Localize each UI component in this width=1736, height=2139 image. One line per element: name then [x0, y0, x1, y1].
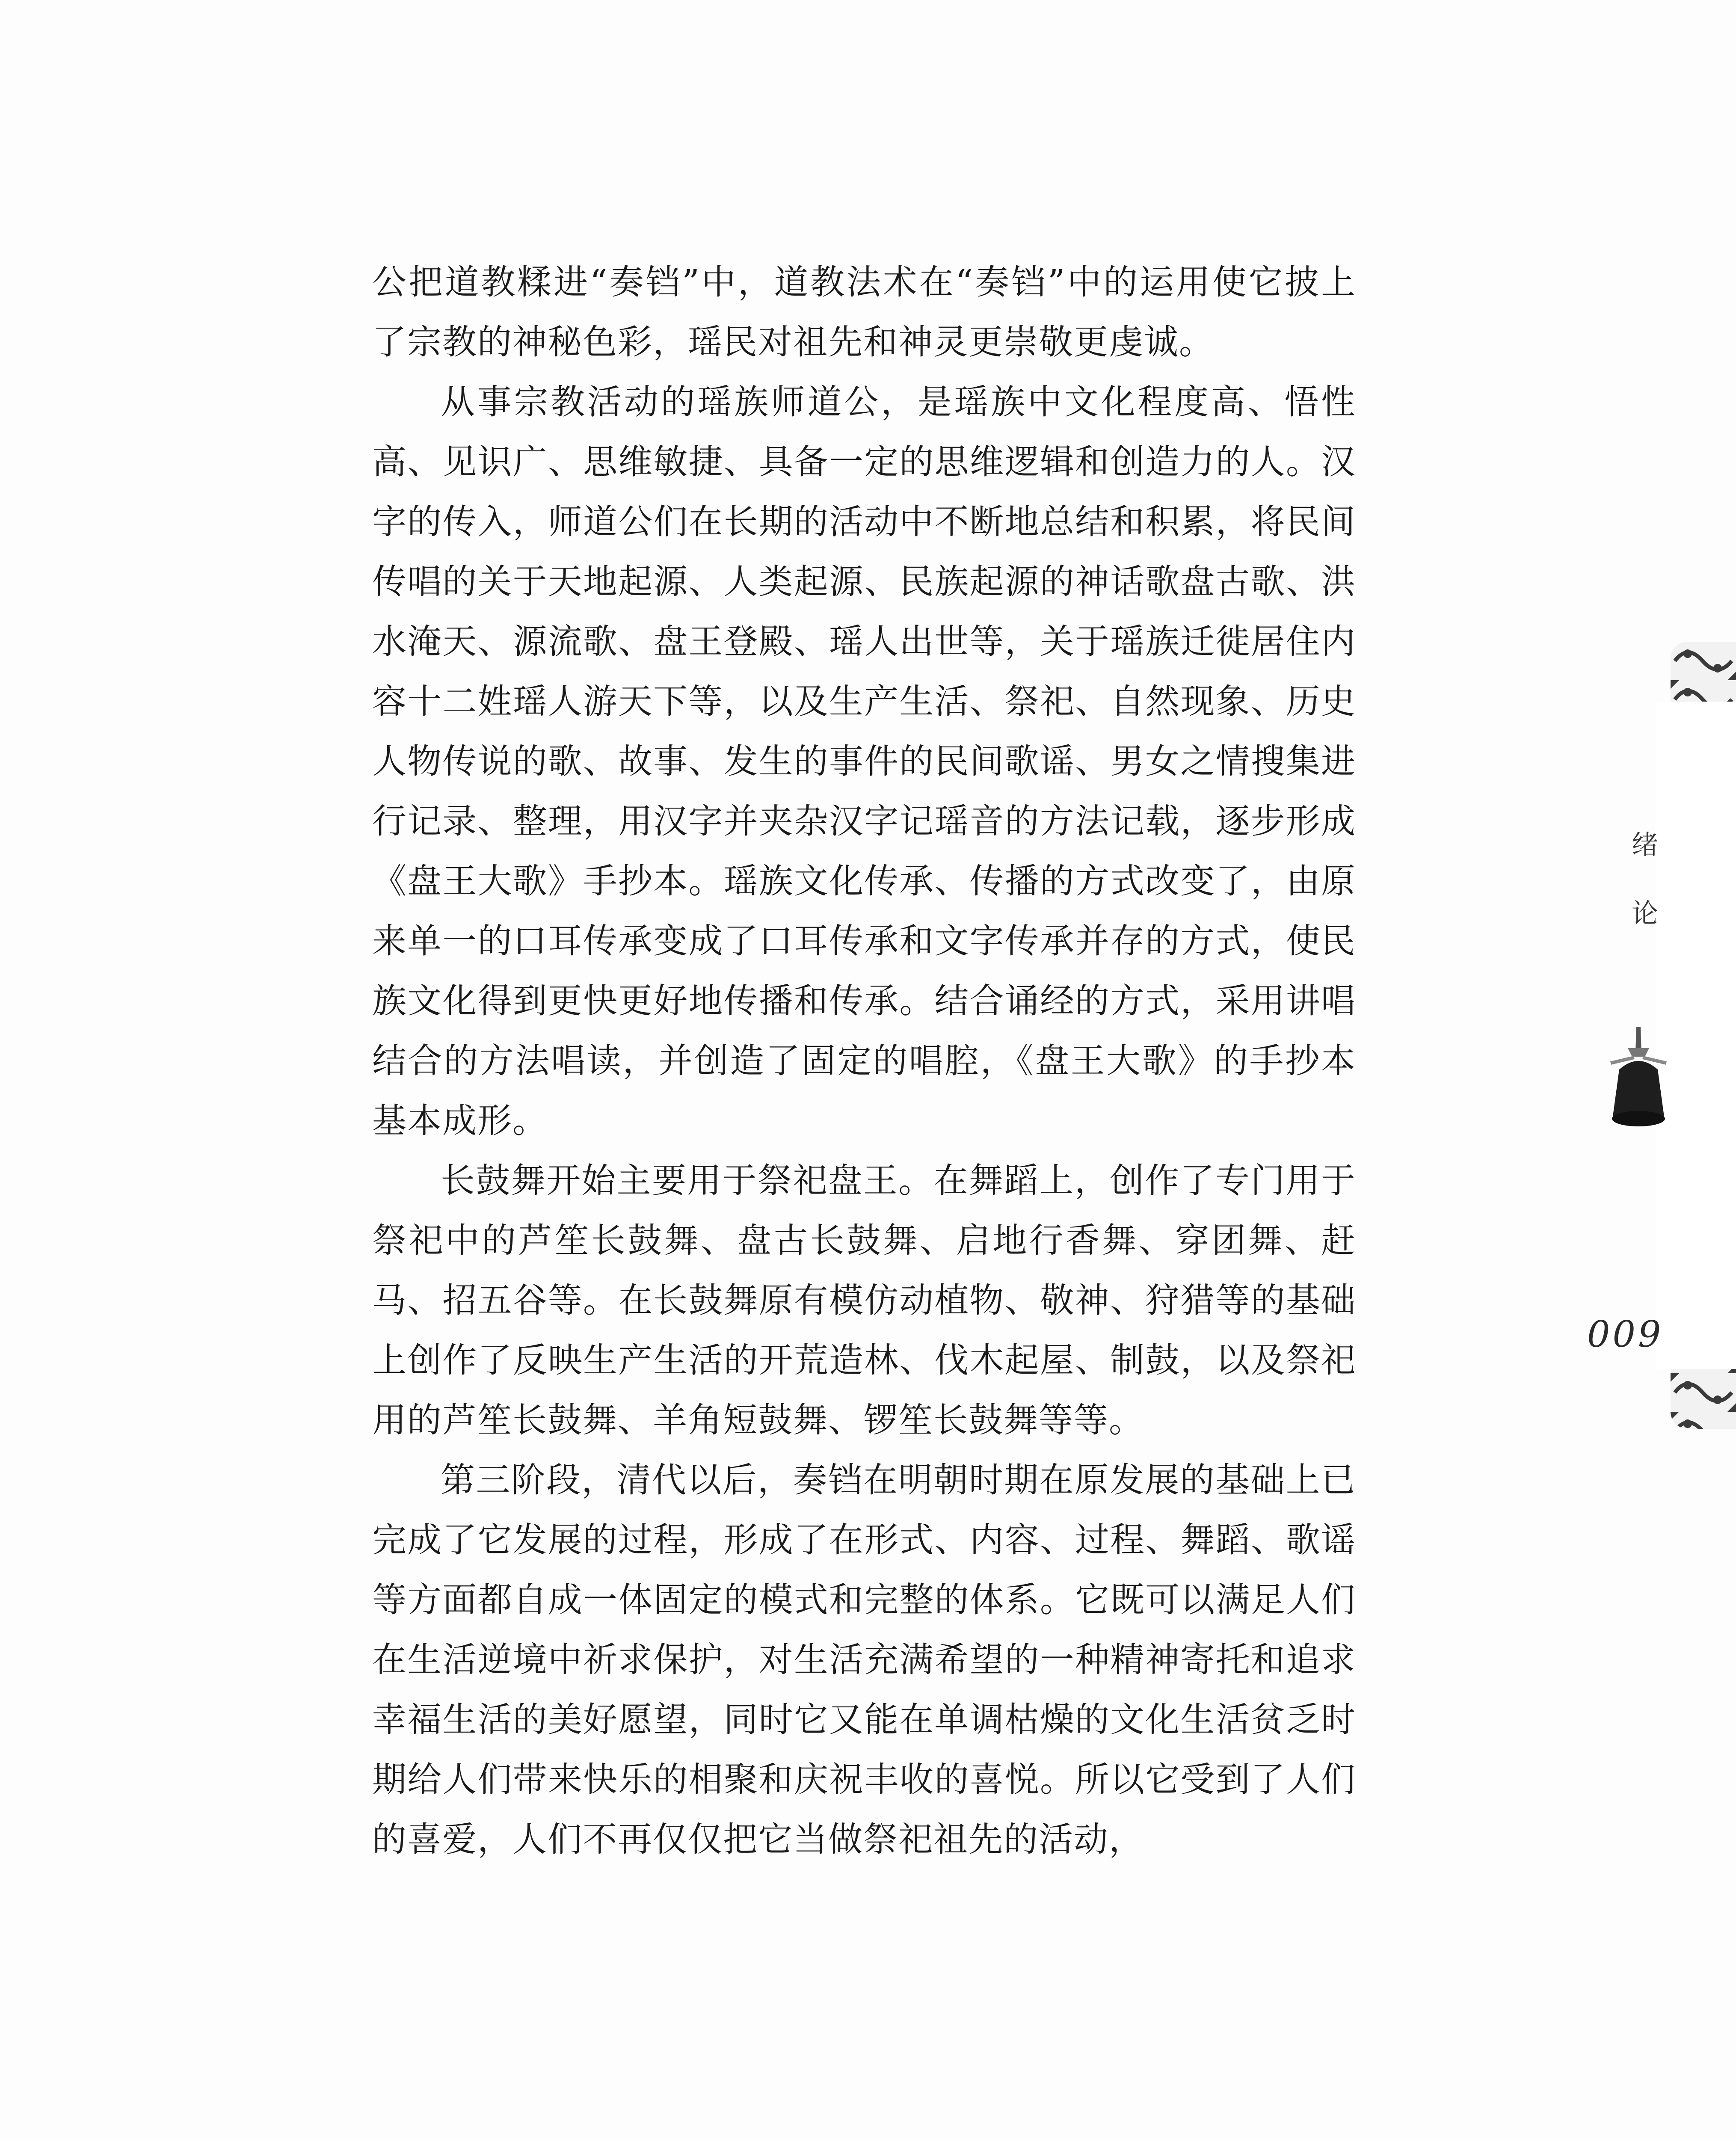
running-head-char-2: 论: [1631, 898, 1658, 929]
paragraph-2: 从事宗教活动的瑶族师道公，是瑶族中文化程度高、悟性高、见识广、思维敏捷、具备一定的思维逻辑和创造力的人。汉字的传入，师道公们在长期的活动中不断地总结和积累，将民间传唱的关于天地起源、人类起源、民族起源的神话歌盘古歌、洪水淹天、源流歌、盘王登殿、瑶人出世等，关于瑶族迁徙居住内容十二姓瑶人游天下等，以及生产生活、祭祀、自然现象、历史人物传说的歌、故事、发生的事件的民间歌谣、男女之情搜集进行记录、整理，用汉字并夹杂汉字记瑶音的方法记载，逐步形成《盘王大歌》手抄本。瑶族文化传承、传播的方式改变了，由原来单一的口耳传承变成了口耳传承和文字传承并存的方式，使民族文化得到更快更好地传播和传承。结合诵经的方式，采用讲唱结合的方法唱读，并创造了固定的唱腔，《盘王大歌》的手抄本基本成形。: [372, 382, 1356, 1141]
page-number: 009: [1587, 1313, 1664, 1355]
running-head-char-1: 绪: [1631, 829, 1658, 860]
bell-icon: [1602, 1022, 1675, 1134]
body-text: [372, 252, 1356, 1869]
paragraph-4: 第三阶段，清代以后，奏铛在明朝时期在原发展的基础上已完成了它发展的过程，形成了在形式、内容、过程、舞蹈、歌谣等方面都自成一体固定的模式和完整的体系。它既可以满足人们在生活逆境中祈求保护，对生活充满希望的一种精神寄托和追求幸福生活的美好愿望，同时它又能在单调枯燥的文化生活贫乏时期给人们带来快乐的相聚和庆祝丰收的喜悦。所以它受到了人们的喜爱，人们不再仅仅把它当做祭祀祖先的活动，: [372, 1460, 1356, 1859]
paragraph-1: 公把道教糅进“奏铛”中，道教法术在“奏铛”中的运用使它披上了宗教的神秘色彩，瑶民对祖先和神灵更崇敬更虔诚。: [372, 262, 1356, 362]
paragraph-3: 长鼓舞开始主要用于祭祀盘王。在舞蹈上，创作了专门用于祭祀中的芦笙长鼓舞、盘古长鼓舞、启地行香舞、穿团舞、赶马、招五谷等。在长鼓舞原有模仿动植物、敬神、狩猎等的基础上创作了反映生产生活的开荒造林、伐木起屋、制鼓，以及祭祀用的芦笙长鼓舞、羊角短鼓舞、锣笙长鼓舞等等。: [372, 1161, 1356, 1440]
